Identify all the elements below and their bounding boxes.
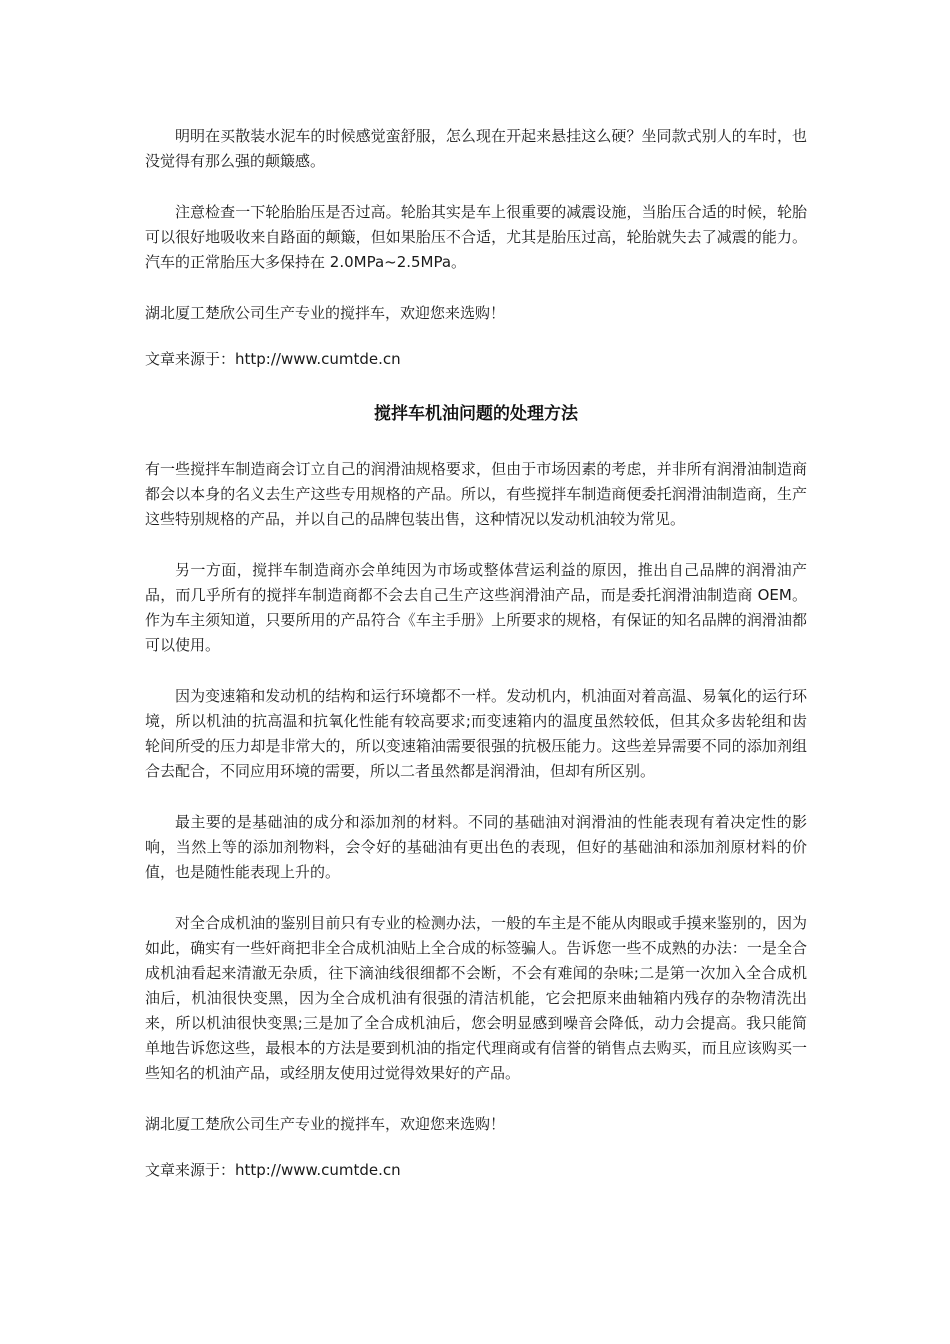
- paragraph-synthetic-oil: 对全合成机油的鉴别目前只有专业的检测办法，一般的车主是不能从肉眼或手摸来鉴别的，因为如此，确实有一些奸商把非全合成机油贴上全合成的标签骗人。告诉您一些不成熟的办法：一是全合成机油看起来清澈无杂质，往下滴油线很细都不会断，不会有难闻的杂味;二是第一次加入全合成机油后，机油很快变黑，因为全合成机油有很强的清洁机能，它会把原来曲轴箱内残存的杂物清洗出来，所以机油很快变黑;三是加了全合成机油后，您会明显感到噪音会降低，动力会提高。我只能简单地告诉您这些，最根本的方法是要到机油的指定代理商或有信誉的销售点去购买，而且应该购买一些知名的机油产品，或经朋友使用过觉得效果好的产品。: [145, 914, 807, 1082]
- paragraph-tire-pressure: 注意检查一下轮胎胎压是否过高。轮胎其实是车上很重要的减震设施，当胎压合适的时候，轮胎可以很好地吸收来自路面的颠簸，但如果胎压不合适，尤其是胎压过高，轮胎就失去了减震的能力。汽车的正常胎压大多保持在 2.0MPa~2.5MPa。: [145, 203, 807, 271]
- article-title: 搅拌车机油问题的处理方法: [374, 404, 578, 424]
- paragraph-gearbox-vs-engine: 因为变速箱和发动机的结构和运行环境都不一样。发动机内，机油面对着高温、易氧化的运行环境，所以机油的抗高温和抗氧化性能有较高要求;而变速箱内的温度虽然较低，但其众多齿轮组和齿轮间所受的压力却是非常大的，所以变速箱油需要很强的抗极压能力。这些差异需要不同的添加剂组合去配合，不同应用环境的需要，所以二者虽然都是润滑油，但却有所区别。: [145, 687, 807, 780]
- paragraph-base-oil: 最主要的是基础油的成分和添加剂的材料。不同的基础油对润滑油的性能表现有着决定性的影响，当然上等的添加剂物料，会令好的基础油有更出色的表现，但好的基础油和添加剂原材料的价值，也是随性能表现上升的。: [145, 813, 807, 881]
- paragraph-oil-specs: 有一些搅拌车制造商会订立自己的润滑油规格要求，但由于市场因素的考虑，并非所有润滑油制造商都会以本身的名义去生产这些专用规格的产品。所以，有些搅拌车制造商便委托润滑油制造商，生产这些特别规格的产品，并以自己的品牌包装出售，这种情况以发动机油较为常见。: [145, 460, 807, 528]
- promo-text: 湖北厦工楚欣公司生产专业的搅拌车，欢迎您来选购！: [145, 304, 506, 322]
- paragraph-oem: 另一方面，搅拌车制造商亦会单纯因为市场或整体营运利益的原因，推出自己品牌的润滑油产品，而几乎所有的搅拌车制造商都不会去自己生产这些润滑油产品，而是委托润滑油制造商 OEM。作为车主须知道，只要所用的产品符合《车主手册》上所要求的规格，有保证的知名品牌的润滑油都可以使用。: [145, 561, 807, 654]
- source-text-2: 文章来源于：http://www.cumtde.cn: [145, 1161, 401, 1179]
- document-page: [145, 124, 807, 1183]
- source-text: 文章来源于：http://www.cumtde.cn: [145, 350, 401, 368]
- paragraph-suspension-question: 明明在买散装水泥车的时候感觉蛮舒服，怎么现在开起来悬挂这么硬？坐同款式别人的车时，也没觉得有那么强的颠簸感。: [145, 127, 807, 170]
- promo-text-2: 湖北厦工楚欣公司生产专业的搅拌车，欢迎您来选购！: [145, 1115, 506, 1133]
